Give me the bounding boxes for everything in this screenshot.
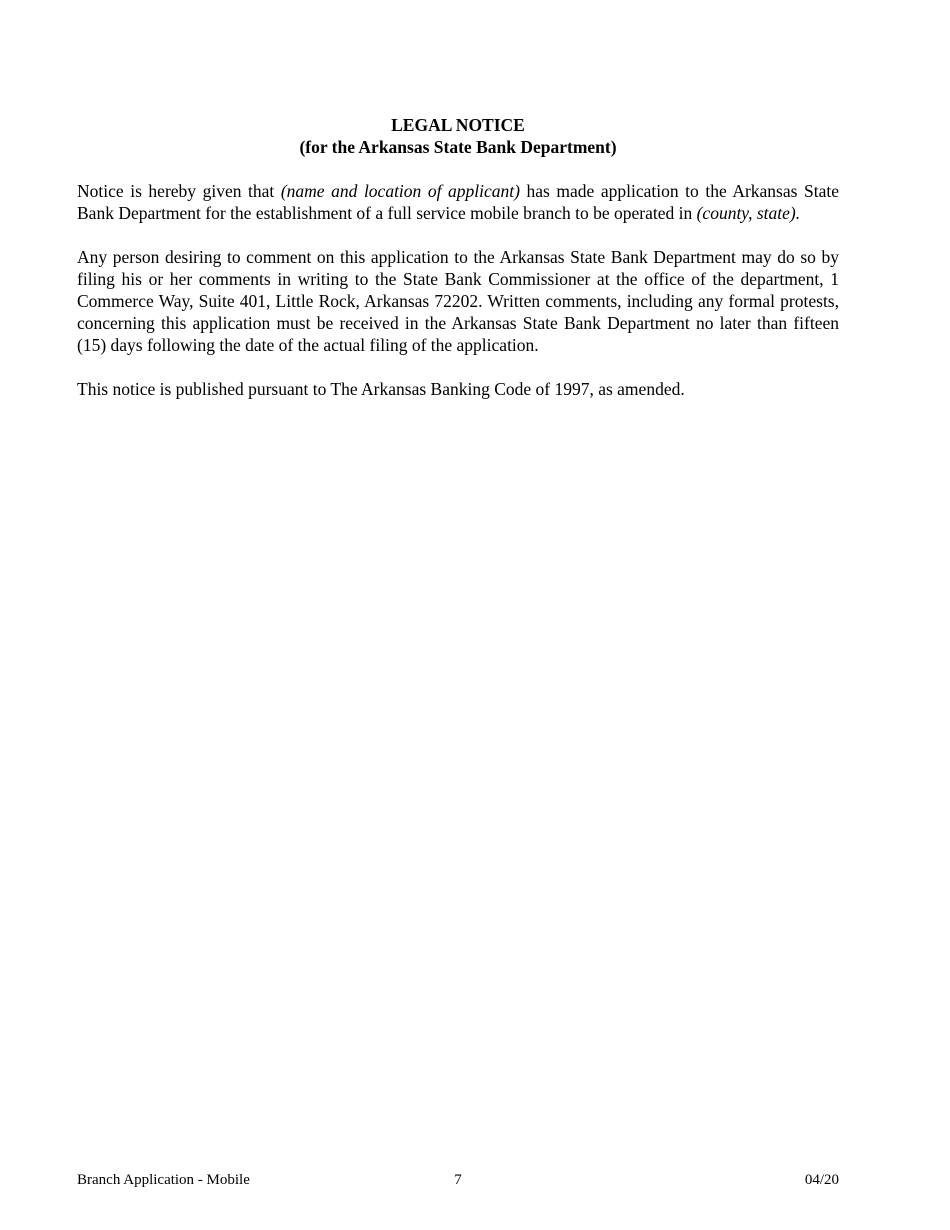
paragraph-1-text-a: Notice is hereby given that: [77, 181, 281, 201]
applicant-placeholder: (name and location of applicant): [280, 181, 520, 201]
paragraph-1-text-b: has made application to the Arkansas State Bank Department for the establishment of a full service mobile branch to be operated in: [77, 181, 839, 223]
notice-title: LEGAL NOTICE: [391, 115, 525, 135]
footer-page-number: 7: [454, 1172, 462, 1188]
notice-paragraph-3: This notice is published pursuant to The Arkansas Banking Code of 1997, as amended.: [77, 379, 685, 399]
county-state-placeholder: (county, state).: [696, 203, 801, 223]
notice-subtitle: (for the Arkansas State Bank Department): [299, 137, 617, 157]
footer-form-name: Branch Application - Mobile: [77, 1172, 250, 1188]
notice-paragraph-1: [77, 180, 839, 224]
footer-revision-date: 04/20: [804, 1172, 839, 1188]
notice-paragraph-2: Any person desiring to comment on this application to the Arkansas State Bank Department may do so by filing his or her comments in writing to the State Bank Commissioner at the office of the department, 1 Commerce Way, Suite 401, Little Rock, Arkansas 72202. Written comments, including any formal protests, concerning this application must be received in the Arkansas State Bank Department no later than fifteen (15) days following the date of the actual filing of the application.: [77, 247, 839, 355]
page-footer: [77, 1170, 839, 1190]
notice-heading: [77, 114, 839, 158]
document-body: [77, 114, 839, 422]
